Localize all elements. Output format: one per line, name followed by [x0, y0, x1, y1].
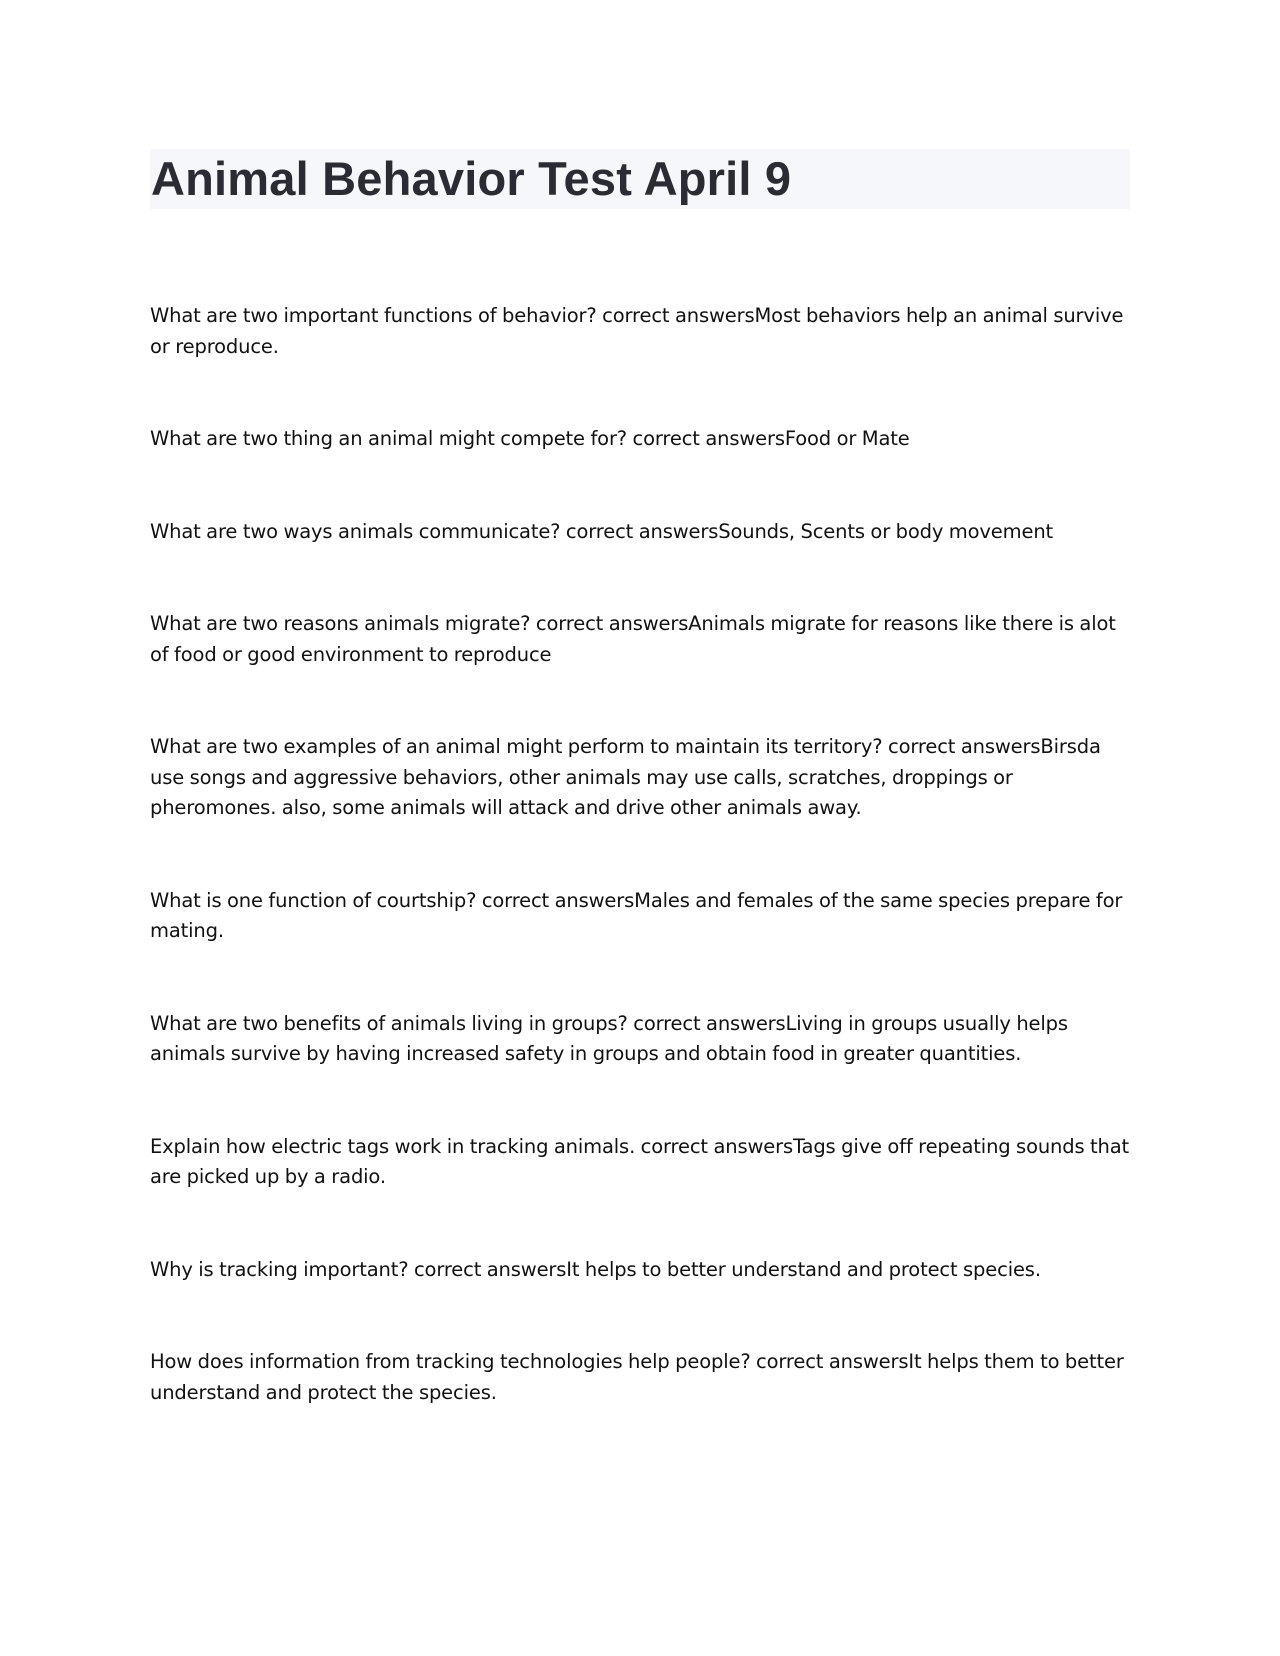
qa-item: What are two benefits of animals living in groups? correct answersLiving in groups usually helps animals survive by having increased safety in groups and obtain food in greater quantities. [150, 1011, 1068, 1065]
qa-item: What are two thing an animal might compete for? correct answersFood or Mate [150, 427, 910, 450]
title-banner [150, 149, 1130, 209]
qa-item: What are two important functions of behavior? correct answersMost behaviors help an animal survive or reproduce. [150, 304, 1124, 358]
document-page [150, 149, 1130, 1404]
qa-list [150, 301, 1130, 1470]
qa-item: What are two ways animals communicate? correct answersSounds, Scents or body movement [150, 519, 1054, 543]
qa-item: Explain how electric tags work in tracking animals. correct answersTags give off repeating sounds that are picked up by a radio. [150, 1134, 1130, 1188]
qa-item: What are two reasons animals migrate? correct answersAnimals migrate for reasons like there is alot of food or good environment to reproduce [150, 612, 1116, 666]
qa-item: What is one function of courtship? correct answersMales and females of the same species prepare for mating. [150, 888, 1123, 942]
page-title: Animal Behavior Test April 9 [151, 152, 792, 205]
qa-item: What are two examples of an animal might perform to maintain its territory? correct answersBirsda use songs and aggressive behaviors, other animals may use calls, scratches, droppings or pheromones. also, some animals will attack and drive other animals away. [150, 735, 1101, 819]
qa-item: How does information from tracking technologies help people? correct answersIt helps them to better understand and protect the species. [150, 1350, 1124, 1404]
qa-item: Why is tracking important? correct answersIt helps to better understand and protect species. [150, 1257, 1041, 1281]
